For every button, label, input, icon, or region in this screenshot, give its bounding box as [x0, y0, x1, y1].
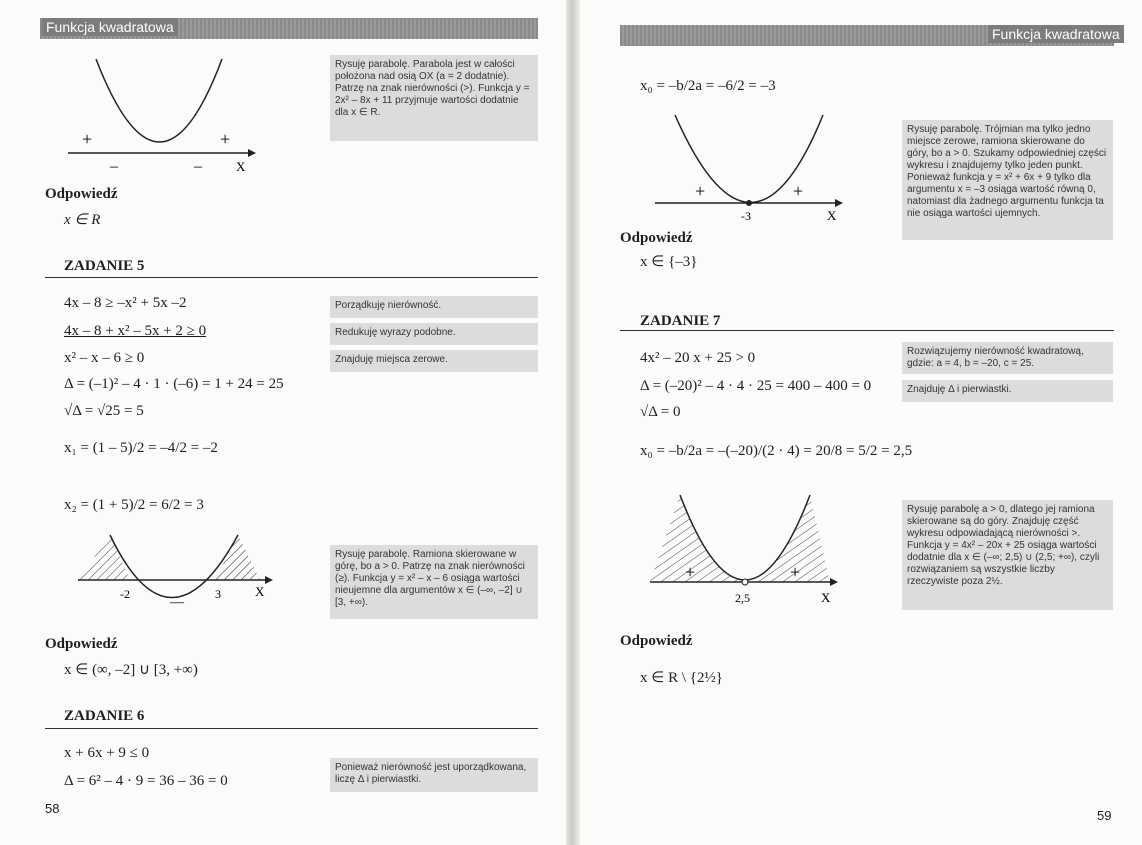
note-parabola-2: Rysuję parabolę. Ramiona skierowane w górę, bo a > 0. Patrzę na znak nierówności (≥). Funkcja y = x² – x – 6 osiąga wartości nieujemne dla argumentów x ∈ (–∞, –2] ∪ [3, +∞).: [330, 545, 538, 619]
equation-line: x₀ = –b/2a = –6/2 = –3: [640, 78, 776, 94]
equation-line: √Δ = 0: [640, 404, 681, 420]
equation-line: 4x – 8 ≥ –x² + 5x –2: [64, 295, 187, 311]
answer-value: x ∈ (∞, –2] ∪ [3, +∞): [64, 662, 198, 678]
task-rule: [620, 330, 1114, 331]
header-title-right: Funkcja kwadratowa: [988, 25, 1124, 43]
parabola-graph-3: [655, 100, 855, 225]
equation-line: 4x – 8 + x² – 5x + 2 ≥ 0: [64, 323, 207, 339]
equation-line: Δ = 6² – 4 · 9 = 36 – 36 = 0: [64, 773, 228, 789]
answer-value: x ∈ {–3}: [640, 254, 698, 270]
note-order: Porządkuję nierówność.: [330, 296, 538, 318]
answer-label: Odpowiedź: [45, 186, 118, 202]
equation-line: x² – x – 6 ≥ 0: [64, 350, 145, 366]
note-parabola-1: Rysuję parabolę. Parabola jest w całości położona nad osią OX (a = 2 dodatnie). Patrzę na znak nierówności (>). Funkcja y = 2x² – 8x + 11 przyjmuje wartości dodatnie dla x ∈ R.: [330, 55, 538, 141]
equation-line: Δ = (–20)² – 4 · 4 · 25 = 400 – 400 = 0: [640, 378, 872, 394]
answer-value: x ∈ R: [64, 212, 101, 228]
task-title: ZADANIE 7: [640, 313, 721, 329]
axis-label-x: X: [827, 208, 837, 223]
answer-label: Odpowiedź: [620, 633, 693, 649]
header-title-left: Funkcja kwadratowa: [42, 18, 178, 36]
page-number: 58: [45, 801, 60, 816]
answer-label: Odpowiedź: [620, 230, 693, 246]
sign-plus-left: +: [82, 129, 93, 149]
page-number: 59: [1097, 808, 1112, 823]
note-parabola-3: Rysuję parabolę. Trójmian ma tylko jedno miejsce zerowe, ramiona skierowane do góry, bo a > 0. Szukamy odpowiedniej części wykresu i znajdujemy tylko jeden punkt. Ponieważ funkcja y = x² + 6x + 9 tylko dla argumentu x = –3 osiąga wartość równą 0, natomiast dla żadnego argumentu funkcja ta nie osiąga wartości ujemnych.: [902, 120, 1113, 240]
task-title: ZADANIE 6: [64, 708, 145, 724]
note-solve: Rozwiązujemy nierówność kwadratową, gdzie: a = 4, b = –20, c = 25.: [902, 342, 1113, 374]
task-rule: [45, 277, 538, 278]
axis-label-x: X: [236, 159, 246, 174]
sign-minus-right: –: [194, 158, 202, 175]
sign-plus-right: +: [220, 129, 231, 149]
root-label: 2,5: [735, 591, 750, 605]
equation-line: Δ = (–1)² – 4 · 1 · (–6) = 1 + 24 = 25: [64, 376, 284, 392]
answer-label: Odpowiedź: [45, 636, 118, 652]
note-order-delta: Ponieważ nierówność jest uporządkowana, liczę Δ i pierwiastki.: [330, 758, 538, 792]
sign-minus-left: –: [110, 158, 118, 175]
root-label: 3: [215, 587, 221, 601]
parabola-graph-1: [60, 55, 260, 175]
equation-line: x₂ = (1 + 5)/2 = 6/2 = 3: [64, 497, 204, 513]
axis-label-x: X: [821, 590, 831, 605]
root-label: -2: [120, 587, 130, 601]
sign-plus-left: +: [685, 562, 696, 582]
note-reduce: Redukuję wyrazy podobne.: [330, 323, 538, 345]
parabola-graph-4: [645, 490, 845, 605]
book-gutter: [566, 0, 580, 845]
axis-label-x: X: [255, 584, 265, 599]
sign-plus-left: +: [695, 181, 706, 201]
note-zeros: Znajduję miejsca zerowe.: [330, 350, 538, 372]
sign-plus-right: +: [793, 181, 804, 201]
equation-line: x₀ = –b/2a = –(–20)/(2 · 4) = 20/8 = 5/2 = 2,5: [640, 443, 913, 459]
note-parabola-4: Rysuję parabolę a > 0, dlatego jej ramiona skierowane są do góry. Znajduję część wykresu odpowiadającą nierówności >. Funkcja y = 4x² – 20x + 25 osiąga wartości dodatnie dla x ∈ (–∞; 2,5) ∪ (2,5; +∞), czyli rozwiązaniem są wszystkie liczby rzeczywiste poza 2½.: [902, 500, 1113, 610]
task-rule: [45, 728, 538, 729]
answer-value: x ∈ R \ {2½}: [640, 670, 723, 686]
equation-line: 4x² – 20 x + 25 > 0: [640, 350, 756, 366]
sign-minus: —: [170, 595, 184, 610]
task-title: ZADANIE 5: [64, 258, 145, 274]
note-find: Znajduję Δ i pierwiastki.: [902, 380, 1113, 402]
parabola-graph-2: [70, 530, 280, 630]
sign-plus-right: +: [790, 562, 801, 582]
equation-line: x₁ = (1 – 5)/2 = –4/2 = –2: [64, 440, 218, 456]
equation-line: x + 6x + 9 ≤ 0: [64, 745, 150, 761]
equation-line: √Δ = √25 = 5: [64, 403, 144, 419]
root-label: -3: [741, 209, 751, 223]
